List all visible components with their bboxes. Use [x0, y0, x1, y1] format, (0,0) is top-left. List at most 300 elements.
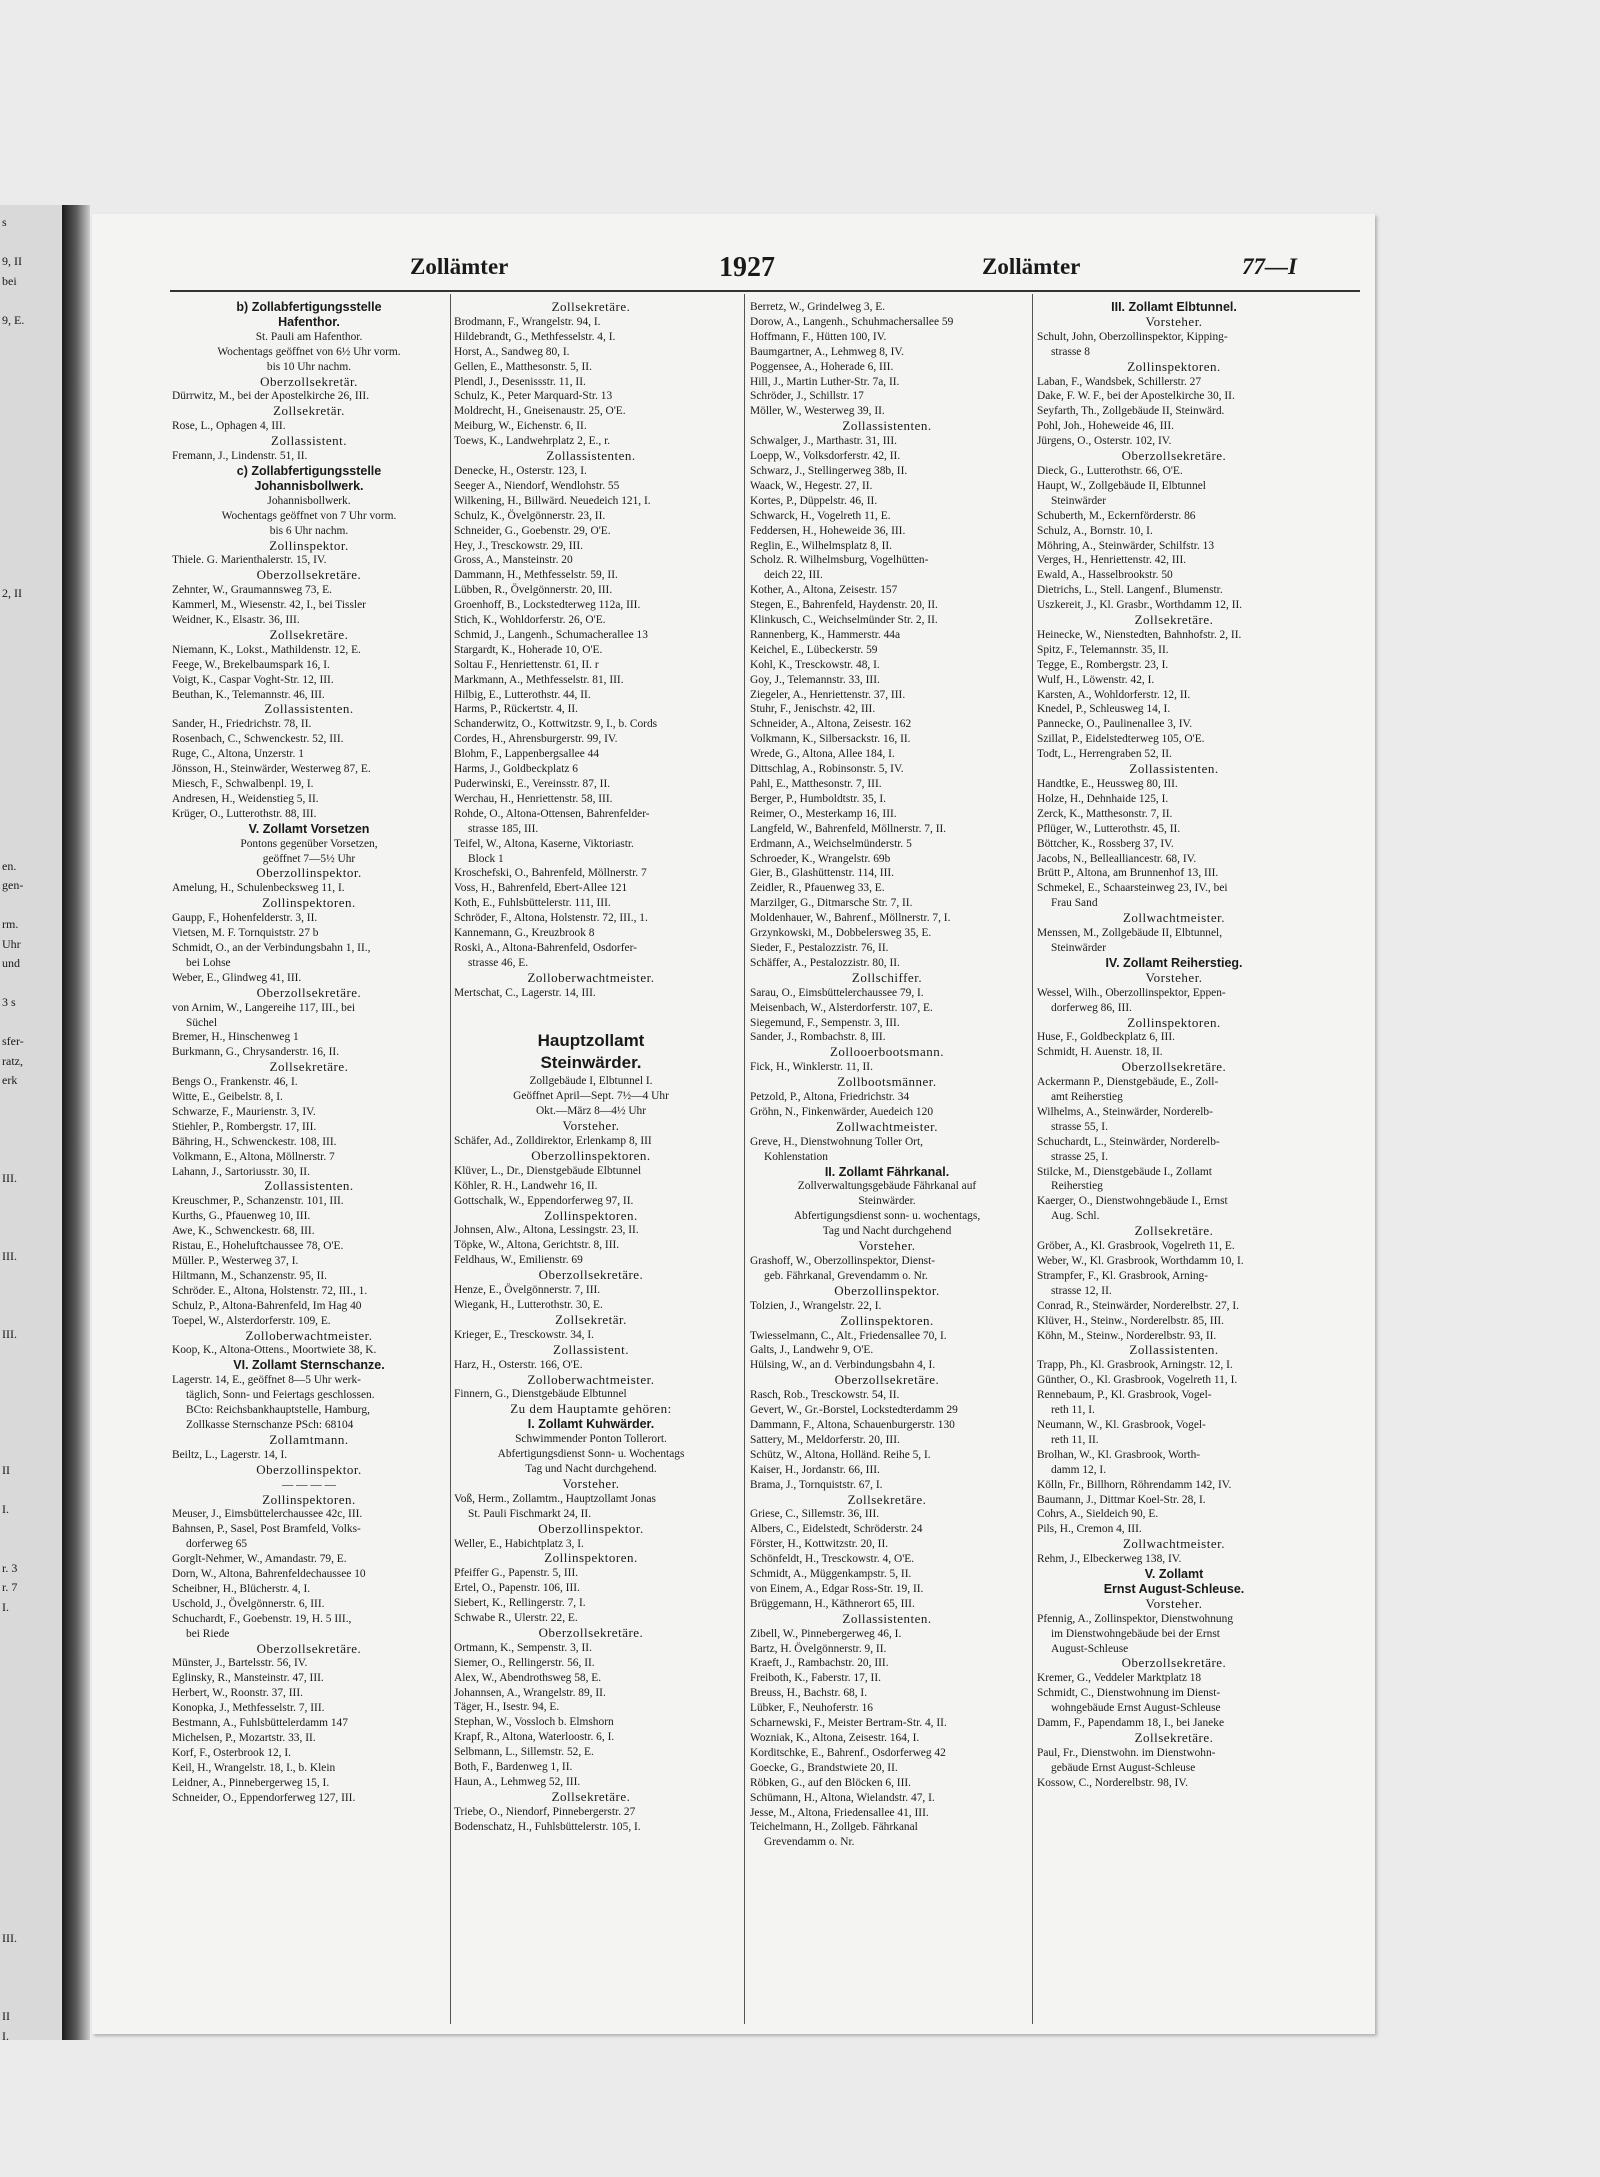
entry-line: Toepel, W., Alsterdorferstr. 109, E.	[172, 1314, 331, 1327]
entry-line: Schwarze, F., Maurienstr. 3, IV.	[172, 1105, 316, 1118]
entry-line: Knedel, P., Schleusweg 14, I.	[1037, 703, 1171, 716]
section-heading: Zollwachtmeister.	[1122, 1537, 1225, 1552]
entry-line: Klinkusch, C., Weichselmünder Str. 2, II.	[750, 614, 938, 627]
entry-line: Weidner, K., Elsastr. 36, III.	[172, 614, 300, 627]
section-heading: Zollamtmann.	[269, 1432, 349, 1447]
entry-line: Bengs O., Frankenstr. 46, I.	[172, 1076, 298, 1089]
page-number: 77—I	[1242, 254, 1297, 279]
entry-line: Uschold, J., Övelgönnerstr. 6, III.	[172, 1597, 325, 1610]
entry-line: Schroeder, K., Wrangelstr. 69b	[750, 852, 891, 865]
section-heading: Johannisbollwerk.	[254, 478, 364, 493]
entry-line: Alex, W., Abendrothsweg 58, E.	[454, 1671, 602, 1684]
section-heading: Oberzollinspektoren.	[531, 1148, 651, 1163]
entry-line: Pfennig, A., Zollinspektor, Dienstwohnung	[1037, 1612, 1234, 1625]
facing-page-fragment: ratz,	[2, 1053, 23, 1068]
entry-line: Tag und Nacht durchgehend	[822, 1225, 952, 1238]
section-heading: Zu dem Hauptamte gehören:	[510, 1402, 672, 1417]
section-heading: Zollassistenten.	[264, 1179, 354, 1194]
entry-line: Beuthan, K., Telemannstr. 46, III.	[172, 688, 325, 701]
entry-line: Schmid, J., Langenh., Schumacherallee 13	[454, 628, 648, 641]
section-heading: Zollsekretäre.	[847, 1492, 927, 1507]
facing-page-fragment: gen-	[2, 878, 24, 892]
entry-line: Teifel, W., Altona, Kaserne, Viktoriastr.	[454, 837, 634, 850]
facing-page-fragment: III.	[2, 1326, 17, 1341]
section-heading: c) Zollabfertigungsstelle	[236, 463, 382, 478]
entry-line: Eglinsky, R., Mansteinstr. 47, III.	[172, 1672, 324, 1685]
entry-line: Brama, J., Tornquiststr. 67, I.	[750, 1478, 883, 1491]
entry-line: Schröder. E., Altona, Holstenstr. 72, III., 1.	[172, 1284, 368, 1297]
entry-line: Moldrecht, H., Gneisenaustr. 25, O'E.	[454, 405, 626, 418]
entry-line: Zollgebäude I, Elbtunnel I.	[529, 1075, 653, 1088]
entry-line: Kölln, Fr., Billhorn, Röhrendamm 142, IV.	[1037, 1478, 1232, 1491]
entry-line: Lahann, J., Sartoriusstr. 30, II.	[172, 1165, 310, 1178]
entry-line: Schmidt, H. Auenstr. 18, II.	[1037, 1046, 1163, 1059]
entry-line: Röbken, G., auf den Blöcken 6, III.	[750, 1776, 912, 1789]
entry-line: Schanderwitz, O., Kottwitzstr. 9, I., b. Cords	[454, 718, 658, 731]
facing-page-fragment: III.	[2, 1248, 17, 1263]
entry-line: Gross, A., Mansteinstr. 20	[454, 554, 573, 567]
entry-line: Siebert, K., Rellingerstr. 7, I.	[454, 1597, 586, 1610]
entry-line: Niemann, K., Lokst., Mathildenstr. 12, E.	[172, 643, 361, 656]
section-heading: Zollassistenten.	[1129, 762, 1219, 777]
facing-page-fragment: I.	[2, 1599, 9, 1614]
entry-line: Kaiser, H., Jordanstr. 66, III.	[750, 1463, 880, 1476]
entry-line: Henze, E., Övelgönnerstr. 7, III.	[454, 1284, 601, 1297]
entry-line: Stargardt, K., Hoheradе 10, O'E.	[454, 643, 603, 656]
entry-line: Zollverwaltungsgebäude Fährkanal auf	[797, 1180, 977, 1193]
entry-line: Menssen, M., Zollgebäude II, Elbtunnel,	[1037, 927, 1223, 940]
entry-line: Spitz, F., Telemannstr. 35, II.	[1037, 643, 1169, 656]
entry-line: Leidner, A., Pinnebergerweg 15, I.	[172, 1776, 330, 1789]
entry-line: Kortes, P., Düppelstr. 46, II.	[750, 494, 878, 507]
entry-line: Berger, P., Humboldtstr. 35, I.	[750, 792, 887, 805]
entry-line: Scharnewski, F., Meister Bertram-Str. 4, II.	[750, 1717, 947, 1730]
entry-line: Dietrichs, L., Stell. Langenf., Blumenstr.	[1037, 584, 1223, 597]
entry-line: Beiltz, L., Lagerstr. 14, I.	[172, 1448, 288, 1461]
entry-line: Pahl, E., Matthesonstr. 7, III.	[750, 778, 882, 790]
section-heading: Zollassistenten.	[264, 702, 354, 717]
book-binding	[62, 205, 90, 2040]
entry-line: Dittschlag, A., Robinsonstr. 5, IV.	[750, 763, 904, 776]
entry-line: Heinecke, W., Nienstedten, Bahnhofstr. 2, II.	[1037, 628, 1242, 641]
entry-line: Schmidt, O., an der Verbindungsbahn 1, II.,	[172, 941, 371, 954]
entry-line: Neumann, W., Kl. Grasbrook, Vogel-	[1037, 1418, 1206, 1431]
entry-line: Böttcher, K., Rossberg 37, IV.	[1037, 837, 1174, 850]
entry-line: Schwabe R., Ulerstr. 22, E.	[454, 1612, 578, 1625]
entry-line: gebäude Ernst August-Schleuse	[1051, 1761, 1196, 1774]
entry-line: Ertel, O., Papenstr. 106, III.	[454, 1582, 580, 1595]
entry-line: Uszkereit, J., Kl. Grasbr., Worthdamm 12, II.	[1037, 599, 1243, 612]
entry-line: Huse, F., Goldbeckplatz 6, III.	[1037, 1031, 1175, 1044]
header-year: 1927	[719, 252, 775, 283]
entry-line: Klüver, L., Dr., Dienstgebäude Elbtunnel	[454, 1164, 642, 1177]
entry-line: Zibell, W., Pinnebergerweg 46, I.	[750, 1627, 902, 1640]
entry-line: Jönsson, H., Steinwärder, Westerweg 87, E.	[172, 763, 371, 776]
entry-line: Gottschalk, W., Eppendorferweg 97, II.	[454, 1194, 634, 1207]
entry-line: Schneider, O., Eppendorferweg 127, III.	[172, 1791, 356, 1804]
entry-line: Volkmann, E., Altona, Möllnerstr. 7	[172, 1150, 335, 1163]
entry-line: Zollkasse Sternschanze PSch: 68104	[186, 1418, 354, 1431]
entry-line: wohngebäude Ernst August-Schleuse	[1051, 1702, 1221, 1715]
entry-line: Roski, A., Altona-Bahrenfeld, Osdorfer-	[454, 941, 637, 954]
entry-line: Brüggemann, H., Käthnerort 65, III.	[750, 1597, 915, 1610]
section-heading: Oberzollinspektor.	[256, 866, 362, 881]
entry-line: Langfeld, W., Bahrenfeld, Möllnerstr. 7, II.	[750, 822, 947, 835]
entry-line: Damm, F., Papendamm 18, I., bei Janeke	[1037, 1717, 1224, 1730]
entry-line: Jürgens, O., Osterstr. 102, IV.	[1037, 435, 1172, 448]
entry-line: Haupt, W., Zollgebäude II, Elbtunnel	[1037, 479, 1206, 492]
entry-line: Schuberth, M., Eckernförderstr. 86	[1037, 509, 1196, 522]
section-heading: Oberzollsekretäre.	[1121, 449, 1227, 464]
entry-line: Seyfarth, Th., Zollgebäude II, Steinwärd.	[1037, 405, 1225, 418]
entry-line: Kannemann, G., Kreuzbrook 8	[454, 927, 595, 940]
entry-line: Korditschke, E., Bahrenf., Osdorferweg 42	[750, 1746, 946, 1759]
facing-page-fragment: erk	[2, 1073, 18, 1087]
header-title-right: Zollämter	[982, 254, 1081, 279]
entry-line: Schuchardt, L., Steinwärder, Norderelb-	[1037, 1135, 1220, 1148]
entry-line: Schmekel, E., Schaarsteinweg 23, IV., bei	[1037, 882, 1228, 895]
section-heading: Vorsteher.	[562, 1476, 620, 1491]
entry-line: Kraeft, J., Rambachstr. 20, III.	[750, 1657, 889, 1670]
entry-line: Weber, E., Glindweg 41, III.	[172, 971, 302, 984]
entry-line: Zehnter, W., Graumannsweg 73, E.	[172, 584, 332, 597]
entry-line: Abfertigungsdienst Sonn- u. Wochentags	[497, 1448, 685, 1461]
facing-page-fragment: II	[2, 2009, 10, 2023]
entry-line: Moldenhauer, W., Bahrenf., Möllnerstr. 7, I.	[750, 912, 951, 925]
entry-line: Goy, J., Telemannstr. 33, III.	[750, 673, 880, 686]
section-heading: Oberzollinspektor.	[538, 1521, 644, 1536]
entry-line	[454, 1001, 728, 1016]
entry-line: Paul, Fr., Dienstwohn. im Dienstwohn-	[1037, 1746, 1216, 1759]
entry-line: Schäfer, Ad., Zolldirektor, Erlenkamp 8, III	[454, 1135, 652, 1148]
page-header	[92, 214, 1375, 284]
entry-line: Wrede, G., Altona, Allee 184, I.	[750, 748, 895, 761]
section-heading: Zollinspektoren.	[544, 1208, 638, 1223]
facing-page-fragment: II	[2, 1463, 10, 1477]
section-heading: Steinwärder.	[540, 1053, 642, 1073]
entry-line: Reglin, E., Wilhelmsplatz 8, II.	[750, 539, 893, 552]
entry-line: Finnern, G., Dienstgebäude Elbtunnel	[454, 1388, 627, 1401]
entry-line: Förster, H., Kottwitzstr. 20, II.	[750, 1538, 889, 1551]
section-heading: IV. Zollamt Reiherstieg.	[1105, 955, 1243, 970]
section-heading: Oberzollsekretäre.	[1121, 1656, 1227, 1671]
entry-line: Mertschat, C., Lagerstr. 14, III.	[454, 986, 596, 999]
entry-line: Wulf, H., Löwenstr. 42, I.	[1037, 673, 1155, 686]
facing-page-fragment: und	[2, 956, 20, 970]
entry-line: Kremer, G., Veddeler Marktplatz 18	[1037, 1672, 1202, 1685]
section-heading: Zollsekretäre.	[1134, 613, 1214, 628]
entry-line: Dorn, W., Altona, Bahrenfeldechaussee 10	[172, 1568, 366, 1581]
entry-line: Seeger A., Niendorf, Wendlohstr. 55	[454, 479, 620, 492]
entry-line: Töpke, W., Altona, Gerichtstr. 8, III.	[454, 1239, 620, 1252]
section-heading: Oberzollsekretäre.	[256, 1641, 362, 1656]
entry-line: Zerck, K., Matthesonstr. 7, II.	[1037, 807, 1173, 820]
entry-line: strasse 8	[1051, 345, 1090, 358]
entry-line: Harms, P., Rückertstr. 4, II.	[454, 703, 579, 716]
entry-line: Jesse, M., Altona, Friedensallee 41, III.	[750, 1806, 929, 1819]
entry-line: Lagerstr. 14, E., geöffnet 8—5 Uhr werk-	[172, 1374, 361, 1387]
entry-line: Brütt P., Altona, am Brunnenhof 13, III.	[1037, 867, 1219, 880]
entry-line: Holze, H., Dehnhaide 125, I.	[1037, 792, 1169, 805]
entry-line: Tolzien, J., Wrangelstr. 22, I.	[750, 1299, 882, 1312]
entry-line: Soltau F., Henriettenstr. 61, II. r	[454, 658, 599, 671]
entry-line: Meisenbach, W., Alsterdorferstr. 107, E.	[750, 1001, 933, 1014]
entry-line: Bestmann, A., Fuhlsbüttelerdamm 147	[172, 1717, 348, 1730]
section-heading: Zolloberwachtmeister.	[527, 1372, 655, 1387]
entry-line: Scheibner, H., Blücherstr. 4, I.	[172, 1582, 311, 1595]
section-heading: Zolloberwachtmeister.	[245, 1328, 373, 1343]
entry-line: strasse 185, III.	[468, 822, 539, 835]
entry-line: geb. Fährkanal, Grevendamm o. Nr.	[764, 1269, 928, 1282]
entry-line: Wiegank, H., Lutterothstr. 30, E.	[454, 1299, 603, 1311]
entry-line: Gaupp, F., Hohenfelderstr. 3, II.	[172, 912, 318, 925]
entry-line: Voigt, K., Caspar Voght-Str. 12, III.	[172, 673, 334, 686]
section-heading: Zollsekretäre.	[551, 1789, 631, 1804]
facing-page-fragment: 3 s	[2, 995, 16, 1009]
entry-line: Keichel, E., Lübeckerstr. 59	[750, 643, 878, 656]
entry-line: Fremann, J., Lindenstr. 51, II.	[172, 450, 308, 463]
entry-line: Ackermann P., Dienstgebäude, E., Zoll-	[1037, 1076, 1219, 1089]
entry-line: Möller, W., Westerweg 39, II.	[750, 405, 885, 418]
entry-line: Cordes, H., Ahrensburgerstr. 99, IV.	[454, 733, 618, 746]
section-heading: VI. Zollamt Sternschanze.	[233, 1358, 385, 1373]
entry-line: Krieger, E., Tresckowstr. 34, I.	[454, 1328, 595, 1341]
column-divider	[1032, 294, 1033, 2024]
entry-line: Both, F., Bardenweg 1, II.	[454, 1761, 573, 1774]
entry-line: Kreuschmer, P., Schanzenstr. 101, III.	[172, 1195, 344, 1208]
entry-line: BCto: Reichsbankhauptstelle, Hamburg,	[186, 1404, 370, 1417]
entry-line: Dammann, H., Methfesselstr. 59, II.	[454, 569, 618, 582]
section-heading: Vorsteher.	[1145, 314, 1203, 329]
entry-line: Schulz, P., Altona-Bahrenfeld, Im Hag 40	[172, 1299, 362, 1312]
entry-line: Harms, J., Goldbeckplatz 6	[454, 763, 579, 776]
entry-line: Handtke, E., Heussweg 80, III.	[1037, 778, 1178, 790]
section-heading: Zollinspektoren.	[840, 1313, 934, 1328]
entry-line: Brolhan, W., Kl. Grasbrook, Worth-	[1037, 1448, 1201, 1461]
entry-line: Grzynkowski, M., Dobbelersweg 35, E.	[750, 927, 932, 940]
section-heading: Zollassistenten.	[546, 449, 636, 464]
entry-line: Schütz, W., Altona, Holländ. Reihe 5, I.	[750, 1448, 931, 1461]
entry-line: Schönfeldt, H., Tresckowstr. 4, O'E.	[750, 1553, 915, 1566]
entry-line: Griese, C., Sillemstr. 36, III.	[750, 1508, 880, 1521]
entry-line: — — — —	[281, 1478, 337, 1491]
entry-line: Rannenberg, K., Hammerstr. 44a	[750, 628, 901, 641]
section-heading: V. Zollamt Vorsetzen	[248, 821, 370, 836]
entry-line: Steinwärder.	[858, 1195, 916, 1208]
entry-line: deich 22, III.	[764, 569, 823, 582]
entry-line: Hülsing, W., an d. Verbindungsbahn 4, I.	[750, 1359, 936, 1372]
entry-line: Meiburg, W., Eichenstr. 6, II.	[454, 420, 587, 433]
entry-line: Brodmann, F., Wrangelstr. 94, I.	[454, 315, 601, 328]
entry-line: bis 6 Uhr nachm.	[269, 524, 349, 537]
entry-line: Siemer, O., Rellingerstr. 56, II.	[454, 1656, 595, 1669]
entry-line: Cohrs, A., Sieldeich 90, E.	[1037, 1508, 1159, 1521]
entry-line: Fick, H., Winklerstr. 11, II.	[750, 1061, 873, 1074]
section-heading: Zollooerbootsmann.	[829, 1045, 945, 1060]
section-heading: Vorsteher.	[858, 1239, 916, 1254]
column-2	[454, 300, 728, 2018]
entry-line: Baumann, J., Dittmar Koel-Str. 28, I.	[1037, 1493, 1206, 1506]
entry-line: Dorow, A., Langenh., Schuhmachersallee 59	[750, 315, 954, 328]
entry-line: Voß, Herm., Zollamtm., Hauptzollamt Jonas	[454, 1492, 656, 1505]
entry-line: Krapf, R., Altona, Waterloostr. 6, I.	[454, 1731, 615, 1744]
entry-line: Albers, C., Eidelstedt, Schröderstr. 24	[750, 1523, 923, 1536]
entry-line: im Dienstwohngebäude bei der Ernst	[1051, 1627, 1220, 1640]
entry-line: Frau Sand	[1051, 897, 1098, 910]
entry-line: Schulz, A., Bornstr. 10, I.	[1037, 524, 1153, 537]
entry-line: Dake, F. W. F., bei der Apostelkirche 30, II.	[1037, 390, 1235, 403]
facing-page-fragment: 2, II	[2, 585, 22, 600]
facing-page-fragment: III.	[2, 1170, 17, 1185]
entry-line: Ziegeler, A., Henriettenstr. 37, III.	[750, 688, 906, 701]
section-heading: Hauptzollamt	[537, 1031, 645, 1051]
entry-line: Dürrwitz, M., bei der Apostelkirche 26, III.	[172, 390, 370, 403]
entry-line: Karsten, A., Wohldorferstr. 12, II.	[1037, 688, 1191, 701]
entry-line: Johnsen, Alw., Altona, Lessingstr. 23, II.	[454, 1224, 639, 1237]
entry-line: Lübben, R., Övelgönnerstr. 20, III.	[454, 584, 613, 597]
entry-line: Stich, K., Wohldorferstr. 26, O'E.	[454, 614, 606, 627]
facing-page-fragment: 9, II	[2, 254, 22, 268]
entry-line: Okt.—März 8—4½ Uhr	[535, 1105, 647, 1118]
entry-line: Dammann, F., Altona, Schauenburgerstr. 130	[750, 1418, 955, 1431]
facing-page-fragment: r. 7	[2, 1580, 18, 1594]
entry-line: Aug. Schl.	[1051, 1210, 1100, 1223]
entry-line: Lübker, F., Neuhoferstr. 16	[750, 1702, 873, 1715]
section-heading: Zollwachtmeister.	[835, 1119, 938, 1134]
section-heading: Oberzollsekretäre.	[538, 1625, 644, 1640]
entry-line: Schulz, K., Övelgönnerstr. 23, II.	[454, 509, 606, 522]
entry-line: Twiesselmann, C., Alt., Friedensallee 70, I.	[750, 1329, 947, 1342]
section-heading: Zollassistenten.	[842, 1611, 932, 1626]
entry-line: Jacobs, N., Bellealliancestr. 68, IV.	[1037, 852, 1197, 865]
entry-line: Rehm, J., Elbeckerweg 138, IV.	[1037, 1553, 1182, 1566]
column-4	[1037, 300, 1311, 2018]
entry-line: Stegen, E., Bahrenfeld, Haydenstr. 20, II.	[750, 599, 938, 612]
entry-line: Möhring, A., Steinwärder, Schilfstr. 13	[1037, 539, 1215, 552]
entry-line: Siegemund, F., Sempenstr. 3, III.	[750, 1016, 900, 1029]
entry-line: Keil, H., Wrangelstr. 18, I., b. Klein	[172, 1761, 336, 1774]
entry-line: Wochentags geöffnet von 6½ Uhr vorm.	[217, 345, 401, 358]
entry-line: amt Reiherstieg	[1051, 1091, 1123, 1104]
entry-line: strasse 25, I.	[1051, 1150, 1108, 1163]
entry-line: St. Pauli am Hafenthor.	[255, 330, 363, 343]
entry-line: Galts, J., Landwehr 9, O'E.	[750, 1344, 874, 1357]
entry-line: Greve, H., Dienstwohnung Toller Ort,	[750, 1135, 923, 1148]
entry-line: Johannisbollwerk.	[267, 494, 351, 507]
entry-line: Pohl, Joh., Hoheweide 46, III.	[1037, 420, 1174, 433]
entry-line: Abfertigungsdienst sonn- u. wochentags,	[793, 1210, 981, 1223]
section-heading: Zollassistenten.	[842, 419, 932, 434]
entry-line: Voss, H., Bahrenfeld, Ebert-Allee 121	[454, 882, 628, 895]
entry-line: Wilhelms, A., Steinwärder, Norderelb-	[1037, 1105, 1213, 1118]
section-heading: III. Zollamt Elbtunnel.	[1111, 300, 1237, 314]
facing-page-fragment: bei	[2, 273, 17, 288]
entry-line: Schmidt, C., Dienstwohnung im Dienst-	[1037, 1687, 1221, 1700]
entry-line: Günther, O., Kl. Grasbrook, Vogelreth 11, I.	[1037, 1374, 1238, 1387]
section-heading: Oberzollsekretäre.	[1121, 1060, 1227, 1075]
entry-line: Feldhaus, W., Emilienstr. 69	[454, 1254, 583, 1267]
entry-line: Pils, H., Cremon 4, III.	[1037, 1523, 1142, 1536]
entry-line: Baumgartner, A., Lehmweg 8, IV.	[750, 345, 905, 358]
facing-page-fragment: sfer-	[2, 1034, 24, 1048]
entry-line: Werchau, H., Henriettenstr. 58, III.	[454, 792, 613, 805]
facing-page-fragment: r. 3	[2, 1560, 18, 1575]
section-heading: Vorsteher.	[1145, 1596, 1203, 1611]
entry-line: Hill, J., Martin Luther-Str. 7a, II.	[750, 375, 900, 388]
entry-line: Stiehler, P., Rombergstr. 17, III.	[172, 1120, 317, 1133]
entry-line: Witte, E., Geibelstr. 8, I.	[172, 1091, 283, 1104]
entry-line: Verges, H., Henriettenstr. 42, III.	[1037, 554, 1187, 567]
entry-line: Konopka, J., Methfesselstr. 7, III.	[172, 1702, 325, 1715]
entry-line: Tag und Nacht durchgehend.	[525, 1462, 657, 1475]
entry-line: Geöffnet April—Sept. 7½—4 Uhr	[513, 1090, 669, 1103]
entry-line: Triebe, O., Niendorf, Pinnebergerstr. 27	[454, 1805, 636, 1818]
entry-line: Meuser, J., Eimsbüttelerchaussee 42c, III.	[172, 1508, 363, 1521]
entry-line: Harz, H., Osterstr. 166, O'E.	[454, 1358, 583, 1371]
entry-line: Ewald, A., Hasselbrookstr. 50	[1037, 569, 1173, 582]
entry-line: Stephan, W., Vossloch b. Elmshorn	[454, 1716, 614, 1729]
entry-line: Schröder, J., Schillstr. 17	[750, 390, 864, 403]
entry-line: strasse 46, E.	[468, 956, 529, 969]
facing-page-strip	[0, 205, 68, 2043]
entry-line: Michelsen, P., Mozartstr. 33, II.	[172, 1732, 316, 1744]
section-heading: Zollsekretäre.	[1134, 1731, 1214, 1745]
entry-line: Kother, A., Altona, Zeisestr. 157	[750, 584, 898, 597]
section-heading: Zollinspektoren.	[262, 896, 356, 911]
entry-line: Schwarz, J., Stellingerweg 38b, II.	[750, 464, 908, 477]
entry-line: Hiltmann, M., Schanzenstr. 95, II.	[172, 1269, 328, 1282]
entry-line: Schwalger, J., Marthastr. 31, III.	[750, 435, 897, 448]
column-divider	[450, 294, 451, 2024]
entry-line: Korf, F., Osterbrook 12, I.	[172, 1746, 291, 1759]
entry-line: Stilcke, M., Dienstgebäude I., Zollamt	[1037, 1165, 1212, 1178]
section-heading: Zollinspektor.	[269, 538, 349, 553]
column-3	[750, 300, 1024, 2018]
entry-line: Schult, John, Oberzollinspektor, Kipping-	[1037, 330, 1228, 343]
entry-line: Conrad, R., Steinwärder, Norderelbstr. 27, I.	[1037, 1299, 1239, 1312]
entry-line: Schümann, H., Altona, Wielandstr. 47, I.	[750, 1791, 935, 1804]
entry-line: Schneider, G., Goebenstr. 29, O'E.	[454, 524, 611, 537]
entry-line: Amelung, H., Schulenbecksweg 11, I.	[172, 882, 345, 895]
entry-line: Gorglt-Nehmer, W., Amandastr. 79, E.	[172, 1553, 347, 1566]
entry-line: Rosenbach, C., Schwenckestr. 52, III.	[172, 733, 344, 746]
section-heading: II. Zollamt Fährkanal.	[824, 1164, 950, 1179]
section-heading: Hafenthor.	[278, 314, 340, 329]
entry-line: Teichelmann, H., Zollgeb. Fährkanal	[750, 1821, 918, 1834]
entry-line: Gröhn, N., Finkenwärder, Auedeich 120	[750, 1105, 934, 1118]
entry-line: Denecke, H., Osterstr. 123, I.	[454, 464, 587, 477]
entry-line: Kohlenstation	[764, 1150, 828, 1163]
entry-line: Ortmann, K., Sempenstr. 3, II.	[454, 1641, 592, 1654]
entry-line: Plendl, J., Desenissstr. 11, II.	[454, 375, 586, 388]
entry-line: Poggensee, A., Hoherade 6, III.	[750, 360, 894, 373]
facing-page-fragment: Uhr	[2, 936, 21, 951]
entry-line: Grevendamm o. Nr.	[764, 1836, 855, 1849]
section-heading: Zollinspektoren.	[544, 1551, 638, 1566]
entry-line: strasse 55, I.	[1051, 1120, 1108, 1133]
entry-line: Schröder, F., Altona, Holstenstr. 72, III., 1.	[454, 912, 648, 925]
entry-line: Sattery, M., Meldorferstr. 20, III.	[750, 1433, 900, 1446]
entry-line: Schwarck, H., Vogelreth 11, E.	[750, 509, 891, 522]
entry-line: Müller. P., Westerweg 37, I.	[172, 1255, 299, 1267]
entry-line: Münster, J., Bartelsstr. 56, IV.	[172, 1657, 308, 1670]
section-heading: Zollsekretäre.	[269, 627, 349, 642]
entry-line: Puderwinski, E., Vereinsstr. 87, II.	[454, 778, 611, 790]
section-heading: Zollsekretäre.	[269, 1060, 349, 1075]
facing-page-fragment: en.	[2, 858, 17, 873]
entry-line: bei Riede	[186, 1627, 230, 1640]
entry-line: Rasch, Rob., Tresckowstr. 54, II.	[750, 1389, 900, 1402]
